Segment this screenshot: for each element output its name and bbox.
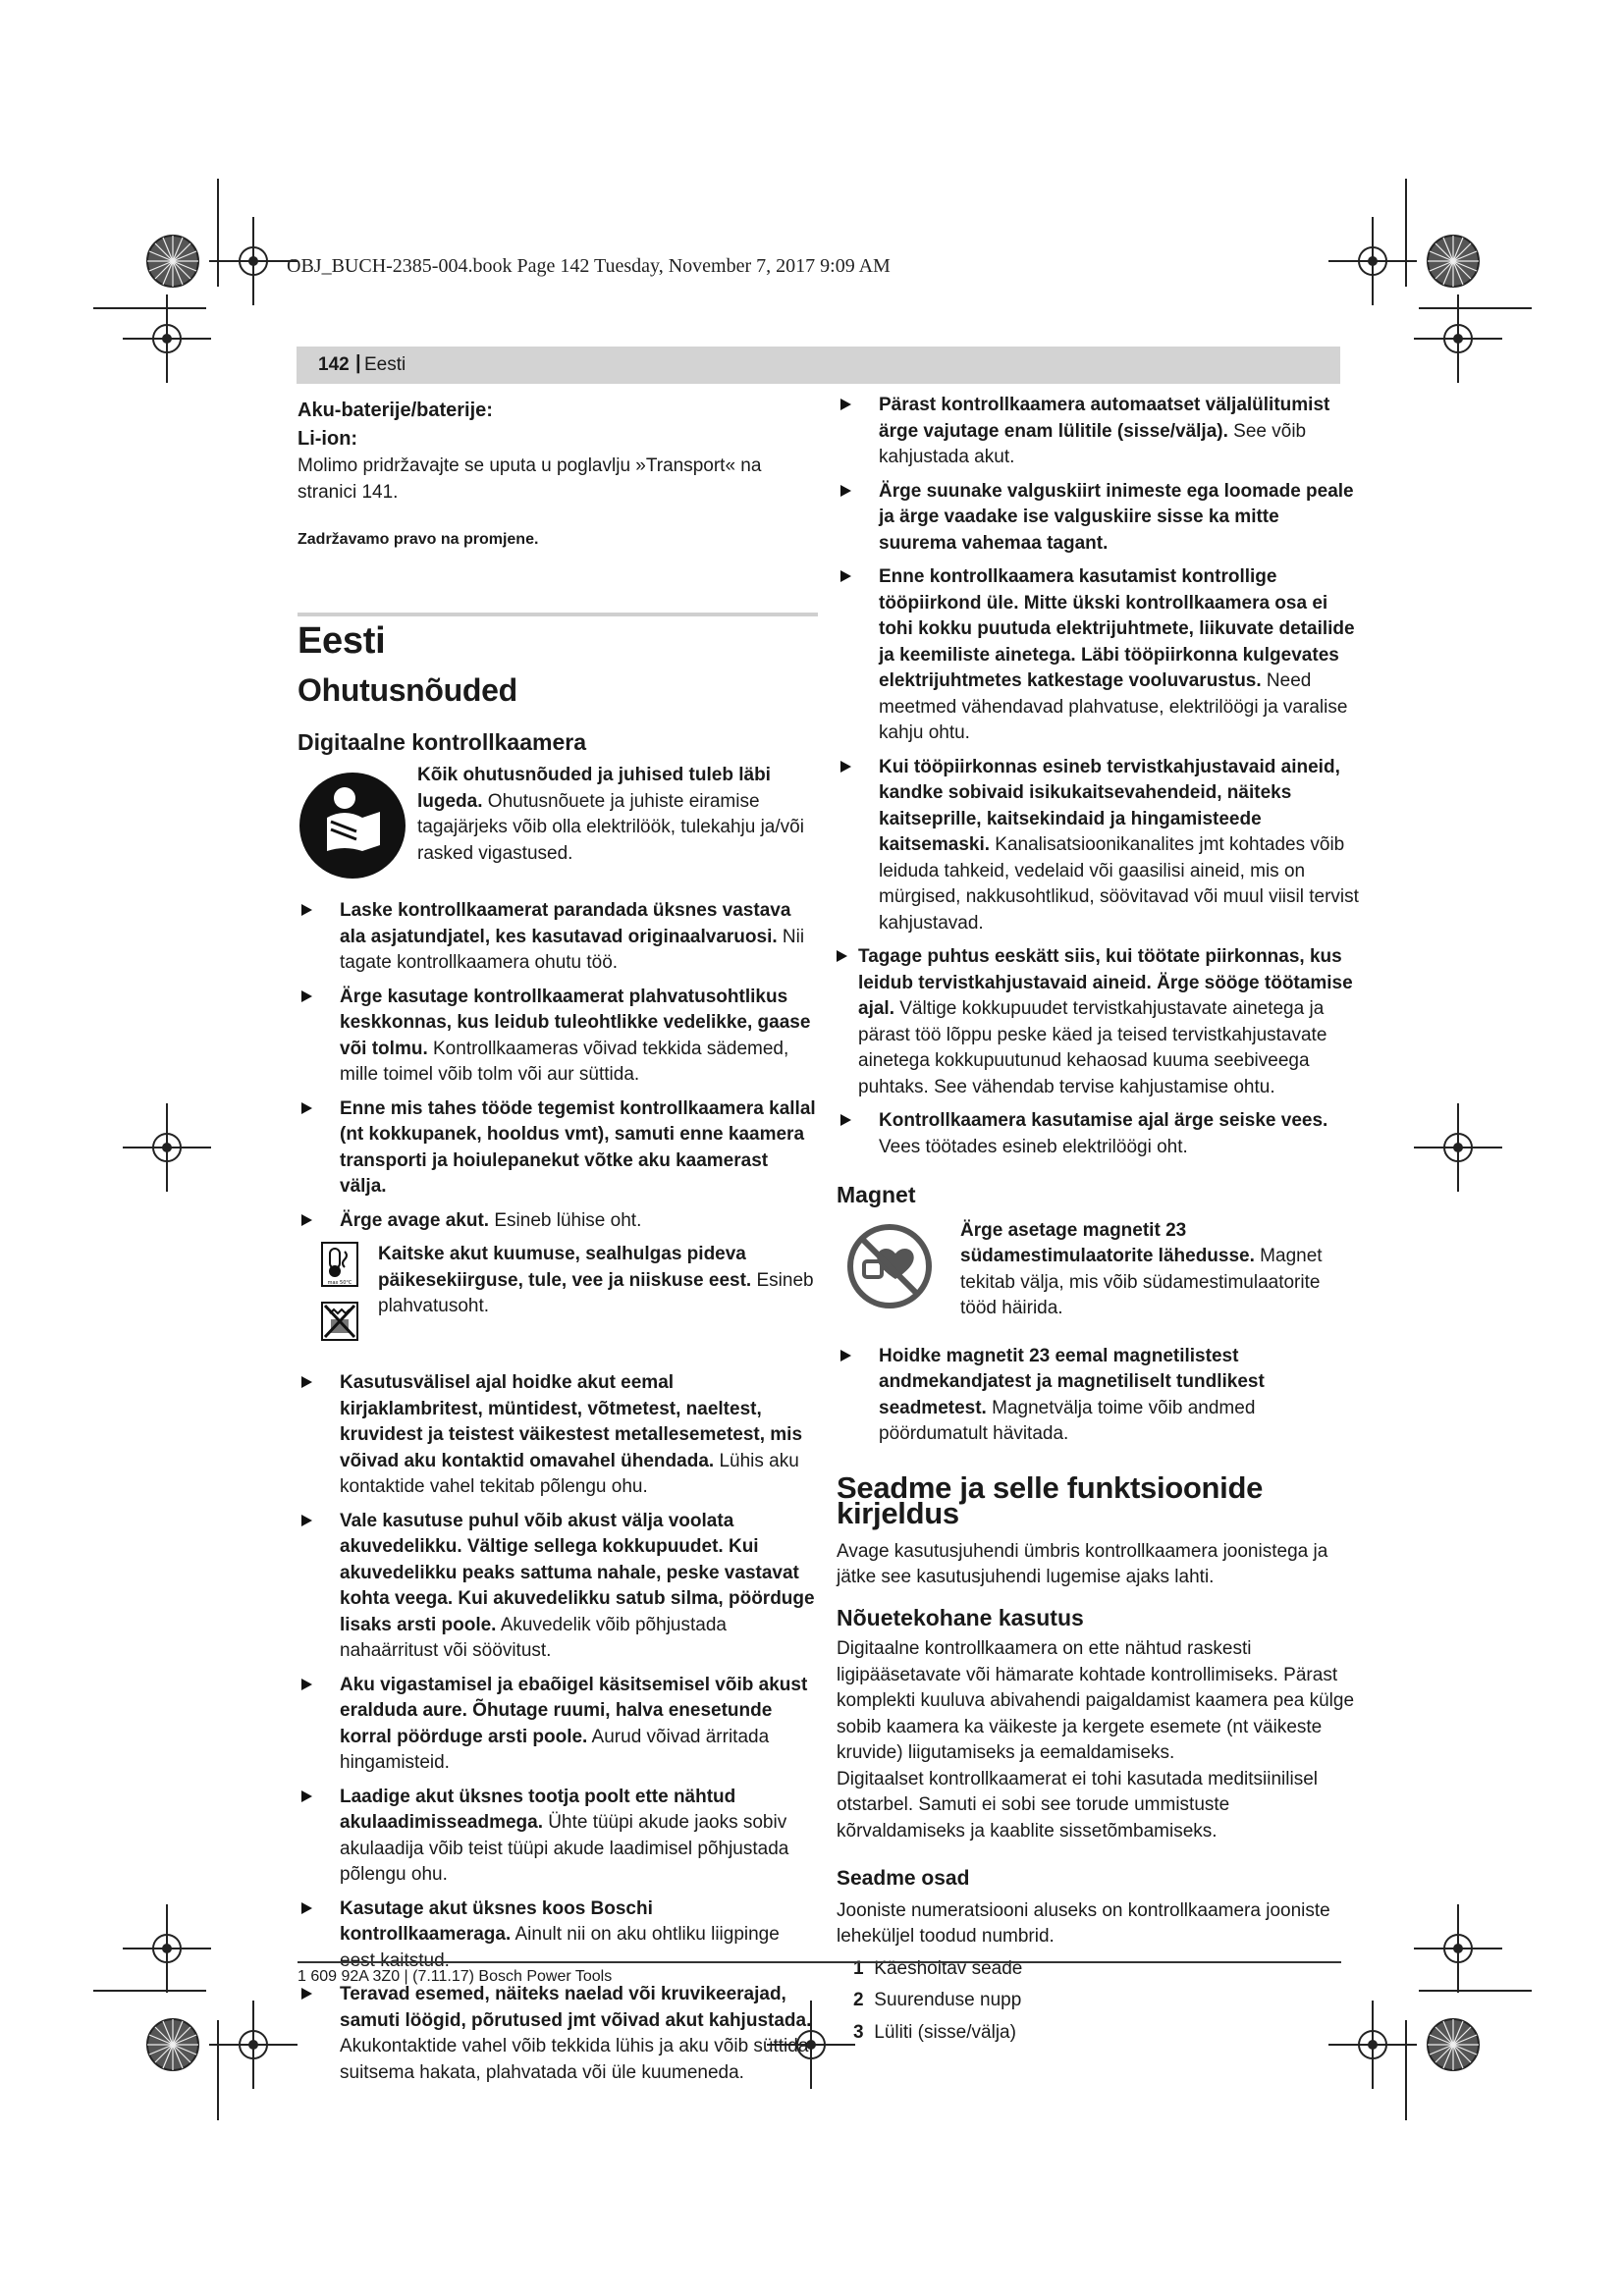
heat-warning-bold: Kaitske akut kuumuse, sealhulgas pideva päikesekiirguse, tule, vee ja niiskuse eest. xyxy=(378,1244,752,1291)
item-text: Vees töötades esineb elektrilöögi oht. xyxy=(879,1136,1188,1157)
magnet-warning-text: Magnet tekitab välja, mis võib südamestimulaatorite tööd häirida. xyxy=(960,1246,1323,1318)
item-bold: Enne kontrollkaamera kasutamist kontrollige tööpiirkond üle. Mitte ükski kontrollkaamera osa ei tohi kokku puutuda elektrijuhtmete, liikuvate detailide ja keemiliste ainetega. Läbi tööpiirkonna kulgevates elektrijuhtmetes katkestage vooluvarustus. xyxy=(879,566,1355,691)
part-number: 1 xyxy=(853,1957,864,1979)
bullet-icon xyxy=(301,1214,312,1226)
magnet-title: Magnet xyxy=(837,1182,916,1207)
item-bold: Kasutusvälisel ajal hoidke akut eemal kirjaklambritest, müntidest, võtmetest, naeltest, kruvidest ja teistest väikestest metallesemetest, mis võivad aku kontaktid omavahel ühendada. xyxy=(340,1372,803,1471)
bullet-icon xyxy=(301,1515,312,1526)
list-item xyxy=(853,2020,1360,2047)
parts-title: Seadme osad xyxy=(837,1867,970,1890)
list-item xyxy=(837,564,1360,747)
read-manual-icon xyxy=(298,771,407,881)
item-text: Vältige kokkupuudet tervistkahjustavate ainetega ja pärast töö lõppu peske käed ja teised tervistkahjustavate ainetega kokkupuutunud kehaosad kuuma seebiveega puhtaks. See vähendab tervise kahjustamise ohtu. xyxy=(858,998,1327,1097)
intended-use-text-2: Digitaalset kontrollkaamerat ei tohi kasutada meditsiinilisel otstarbel. Samuti ei sobi see torude ummistuste kõrvaldamiseks ja kaablite sissetõmbamiseks. xyxy=(837,1768,1319,1842)
list-item xyxy=(298,1982,818,2086)
bullet-icon xyxy=(301,1102,312,1114)
read-manual-bold: Kõik ohutusnõuded ja juhised tuleb läbi lugeda. xyxy=(417,765,771,812)
item-bold: Teravad esemed, näiteks naelad või kruvikeerajad, samuti löögid, põrutused jmt võivad akut kahjustada. xyxy=(340,1984,812,2031)
item-bold: Aku vigastamisel ja ebaõigel käsitsemisel võib akust eralduda aure. Õhutage ruumi, halva enesetunde korral pöörduge arsti poole. xyxy=(340,1674,808,1747)
read-manual-text: Ohutusnõuete ja juhiste eiramise tagajärjeks võib olla elektrilöök, tulekahju ja/või rasked vigastused. xyxy=(417,790,804,864)
item-text: Esineb lühise oht. xyxy=(489,1209,642,1231)
print-header: OBJ_BUCH-2385-004.book Page 142 Tuesday, November 7, 2017 9:09 AM xyxy=(287,255,891,277)
bullet-icon xyxy=(301,990,312,1002)
safety-title: Ohutusnõuded xyxy=(298,672,517,708)
pacemaker-warning-icon xyxy=(839,1224,941,1308)
item-text: Ühte tüüpi akude jaoks sobiv akulaadija võib teist tüüpi akude laadimisel põhjustada põlengu ohu. xyxy=(340,1812,789,1885)
bullet-icon xyxy=(840,761,851,773)
bullet-icon xyxy=(301,1988,312,2000)
transport-note: Molimo pridržavajte se uputa u poglavlju »Transport« na stranici 141. xyxy=(298,455,762,503)
bullet-icon xyxy=(840,1114,851,1126)
heat-icons xyxy=(321,1242,360,1349)
item-text: Need meetmed vähendavad plahvatuse, elektrilöögi ja varalise kahju ohtu. xyxy=(879,670,1348,743)
list-item xyxy=(853,1988,1360,2014)
bullet-icon xyxy=(301,1790,312,1802)
list-item xyxy=(298,1370,818,1501)
heat-warning-block xyxy=(321,1242,818,1349)
item-bold: Pärast kontrollkaamera automaatset väljalülitumist ärge vajutage enam lülitile (sisse/välja). xyxy=(879,395,1330,442)
list-item xyxy=(837,393,1360,471)
intended-use-text-1: Digitaalne kontrollkaamera on ette nähtud raskesti ligipääsetavate või hämarate kohtade kontrollimiseks. Pärast komplekti kuuluva abivahendi paigaldamist kaamera pea külge sobib kaamera ka väikeste ja kergete esemete (nt väikeste kruvide) liigutamiseks ja eemaldamiseks. xyxy=(837,1638,1355,1763)
item-bold: Kasutage akut üksnes koos Boschi kontrollkaameraga. xyxy=(340,1897,653,1945)
bullet-icon xyxy=(837,950,847,962)
bullet-icon xyxy=(301,1902,312,1914)
parts-list xyxy=(837,1956,1360,2047)
heat-warning-text: Esineb plahvatusoht. xyxy=(378,1269,814,1316)
item-bold: Hoidke magnetit 23 eemal magnetilistest andmekandjatest ja magnetiliselt tundlikest seadmetest. xyxy=(879,1345,1265,1418)
camera-title: Digitaalne kontrollkaamera xyxy=(298,728,586,755)
list-item xyxy=(837,755,1360,937)
temperature-icon xyxy=(321,1242,358,1287)
page-header-bar xyxy=(297,347,1340,384)
left-column xyxy=(298,398,818,2094)
item-bold: Enne mis tahes tööde tegemist kontrollkaamera kallal (nt kokkupanek, hooldus vmt), samuti enne kaamera transporti ja hoiulepanekut võtke aku kaamerast välja. xyxy=(340,1097,816,1197)
battery-subheading: Li-ion: xyxy=(298,427,358,450)
item-text: Akukontaktide vahel võib tekkida lühis ja aku võib süttida, suitsema hakata, plahvatada või üle kuumeneda. xyxy=(340,2036,814,2083)
list-item xyxy=(298,898,818,977)
header-language: Eesti xyxy=(364,354,406,375)
page-number: 142 xyxy=(318,354,350,375)
list-item xyxy=(298,1785,818,1889)
item-bold: Laadige akut üksnes tootja poolt ette nähtud akulaadimisseadmega. xyxy=(340,1786,736,1833)
item-bold: Ärge suunake valguskiirt inimeste ega loomade peale ja ärge vaadake ise valguskiire sisse ka mitte suurema vahemaa tagant. xyxy=(879,480,1354,554)
battery-heading: Aku-baterije/baterije: xyxy=(298,400,493,421)
safety-list-3 xyxy=(837,393,1360,1160)
section-title: Eesti xyxy=(298,619,386,662)
item-bold: Kontrollkaamera kasutamise ajal ärge seiske vees. xyxy=(879,1110,1328,1131)
read-manual-block xyxy=(298,763,818,881)
intended-use-title: Nõuetekohane kasutus xyxy=(837,1604,1084,1630)
list-item xyxy=(298,1673,818,1777)
item-text: Ainult nii on aku ohtliku liigpinge eest kaitstud. xyxy=(340,1924,780,1971)
item-text: Kanalisatsioonikanalites jmt kohtades võib leiduda tahkeid, vedelaid või gaasilisi aineid, mis on mürgised, nakkusohtlikud, söövitavad või muul viisil tervist kahjustavad. xyxy=(879,834,1359,934)
bullet-icon xyxy=(840,485,851,497)
item-text: Aurud võivad ärritada hingamisteid. xyxy=(340,1726,770,1773)
item-bold: Ärge kasutage kontrollkaamerat plahvatusohtlikus keskkonnas, kus leidub tuleohtlikke vedelikke, gaase või tolmu. xyxy=(340,986,811,1059)
safety-list-1 xyxy=(298,898,818,1234)
part-label: Suurenduse nupp xyxy=(874,1990,1022,2010)
bullet-icon xyxy=(840,1350,851,1362)
item-bold: Vale kasutuse puhul võib akust välja voolata akuvedelikku. Vältige sellega kokkupuudet. Kui akuvedelikku peaks sattuma nahale, peske vastavat kohta veega. Kui akuvedelikku satub silma, pöörduge lisaks arsti poole. xyxy=(340,1510,815,1635)
footer-text: 1 609 92A 3Z0 | (7.11.17) Bosch Power Tools xyxy=(298,1968,613,1985)
no-water-icon xyxy=(321,1302,358,1341)
bullet-icon xyxy=(840,570,851,582)
bullet-icon xyxy=(301,904,312,916)
list-item xyxy=(837,944,1360,1100)
bullet-icon xyxy=(840,399,851,410)
parts-intro: Jooniste numeratsiooni aluseks on kontrollkaamera jooniste leheküljel toodud numbrid. xyxy=(837,1899,1330,1947)
item-text: See võib kahjustada akut. xyxy=(879,420,1307,467)
list-item xyxy=(298,1208,818,1235)
description-title: Seadme ja selle funktsioonide kirjeldus xyxy=(837,1469,1264,1530)
item-text: Lühis aku kontaktide vahel tekitab põlengu ohu. xyxy=(340,1450,799,1497)
magnet-warning-block xyxy=(837,1218,1360,1322)
right-column xyxy=(837,393,1360,2046)
header-separator: | xyxy=(355,352,361,374)
item-bold: Kui tööpiirkonnas esineb tervistkahjustavaid aineid, kandke sobivaid isikukaitsevahendeid, näiteks kaitseprille, kaitsekindaid ja hingamisteede kaitsemaski. xyxy=(879,756,1340,855)
part-number: 2 xyxy=(853,1990,864,2010)
item-bold: Ärge avage akut. xyxy=(340,1209,490,1231)
item-text: Magnetvälja toime võib andmed pöördumatult hävitada. xyxy=(879,1397,1256,1444)
item-text: Nii tagate kontrollkaamera ohutu töö. xyxy=(340,926,805,973)
list-item xyxy=(837,1108,1360,1160)
part-label: Lüliti (sisse/välja) xyxy=(874,2021,1016,2043)
list-item xyxy=(853,1956,1360,1983)
section-divider xyxy=(298,613,818,616)
part-label: Käeshoitav seade xyxy=(874,1957,1023,1979)
bullet-icon xyxy=(301,1679,312,1690)
part-number: 3 xyxy=(853,2021,864,2043)
svg-text:max 50°C: max 50°C xyxy=(327,1280,352,1286)
list-item xyxy=(298,1509,818,1665)
bullet-icon xyxy=(301,1376,312,1388)
item-bold: Laske kontrollkaamerat parandada üksnes vastava ala asjatundjatel, kes kasutavad originaalvaruosi. xyxy=(340,900,791,947)
item-text: Kontrollkaameras võivad tekkida sädemed, mille toimel võib tolm või aur süttida. xyxy=(340,1038,789,1085)
list-item xyxy=(298,1096,818,1201)
item-text: Akuvedelik võib põhjustada nahaärritust või söövitust. xyxy=(340,1614,727,1661)
description-intro: Avage kasutusjuhendi ümbris kontrollkaamera joonistega ja jätke see kasutusjuhendi lugemise ajaks lahti. xyxy=(837,1540,1328,1587)
list-item xyxy=(837,479,1360,558)
list-item xyxy=(298,985,818,1089)
rights-note: Zadržavamo pravo na promjene. xyxy=(298,531,539,548)
magnet-warning-bold: Ärge asetage magnetit 23 südamestimulaatorite lähedusse. xyxy=(960,1219,1255,1266)
item-bold: Tagage puhtus eeskätt siis, kui töötate piirkonnas, kus leidub tervistkahjustavaid aineid. Ärge sööge töötamise ajal. xyxy=(858,946,1353,1019)
list-item xyxy=(837,1344,1360,1448)
